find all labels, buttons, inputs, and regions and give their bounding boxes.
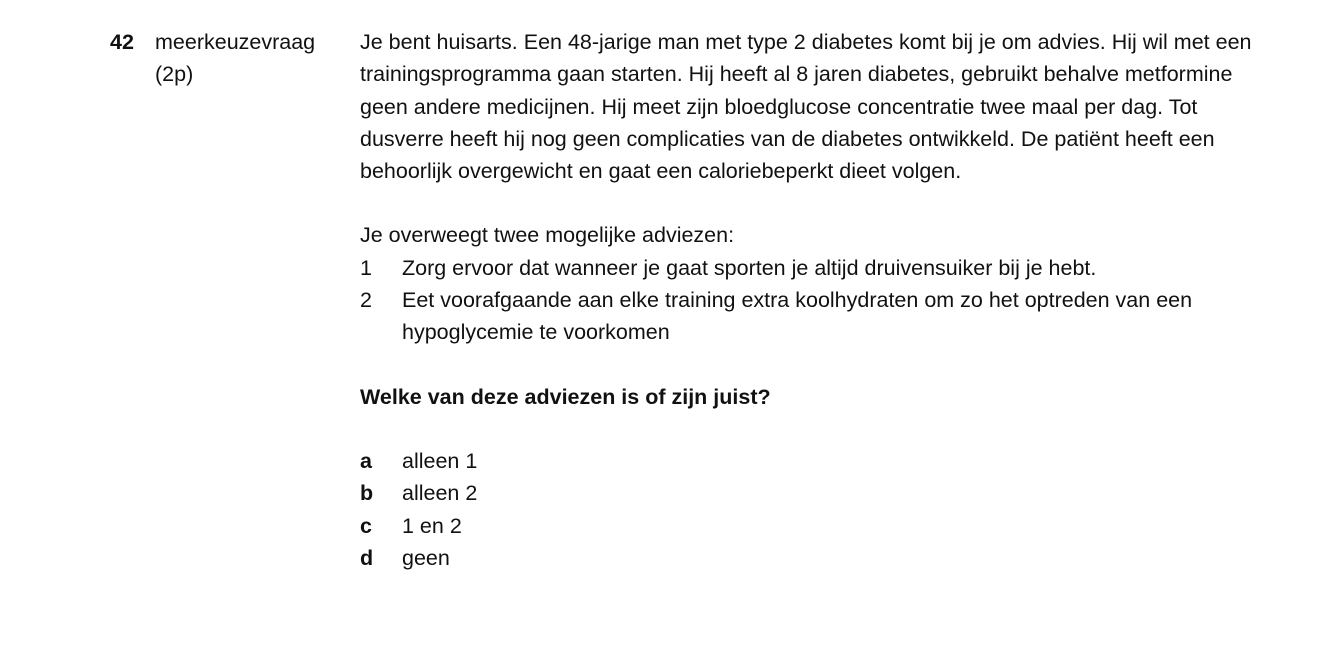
spacer (360, 187, 1260, 219)
option-text: alleen 2 (402, 481, 478, 506)
answer-option-a[interactable] (360, 445, 1260, 477)
option-letter: d (360, 545, 374, 570)
question-intro: Je bent huisarts. Een 48-jarige man met type 2 diabetes komt bij je om advies. Hij wil met een trainingsprogramma gaan starten. Hij heeft al 8 jaren diabetes, gebruikt behalve metformine geen andere medicijnen. Hij meet zijn bloedglucose concentratie twee maal per dag. Tot dusverre heeft hij nog geen complicaties van de diabetes ontwikkeld. De patiënt heeft een behoorlijk overgewicht en gaat een caloriebeperkt dieet volgen. (360, 30, 1252, 184)
option-text: alleen 1 (402, 448, 478, 473)
answer-option-c[interactable] (360, 510, 1260, 542)
question-type-label: meerkeuzevraag (155, 30, 316, 54)
option-text: geen (402, 545, 450, 570)
spacer (360, 349, 1260, 381)
advice-text: Eet voorafgaande aan elke training extra koolhydraten om zo het optreden van een hypoglycemie te voorkomen (402, 288, 1193, 345)
question-points: (2p) (155, 62, 194, 87)
question-body (360, 26, 1260, 574)
advice-text: Zorg ervoor dat wanneer je gaat sporten je altijd druivensuiker bij je hebt. (402, 255, 1097, 280)
advice-item (360, 252, 1260, 284)
question-prompt: Welke van deze adviezen is of zijn juist? (360, 384, 771, 409)
option-letter: c (360, 513, 372, 538)
answer-option-d[interactable] (360, 542, 1260, 574)
option-letter: a (360, 448, 372, 473)
advice-number: 2 (360, 288, 372, 313)
advice-number: 1 (360, 255, 372, 280)
answer-option-b[interactable] (360, 477, 1260, 509)
spacer (360, 413, 1260, 445)
advice-lead: Je overweegt twee mogelijke adviezen: (360, 223, 735, 248)
question-number: 42 (110, 30, 134, 54)
advice-item (360, 284, 1260, 349)
option-letter: b (360, 481, 374, 506)
option-text: 1 en 2 (402, 513, 462, 538)
question-type (155, 26, 355, 91)
